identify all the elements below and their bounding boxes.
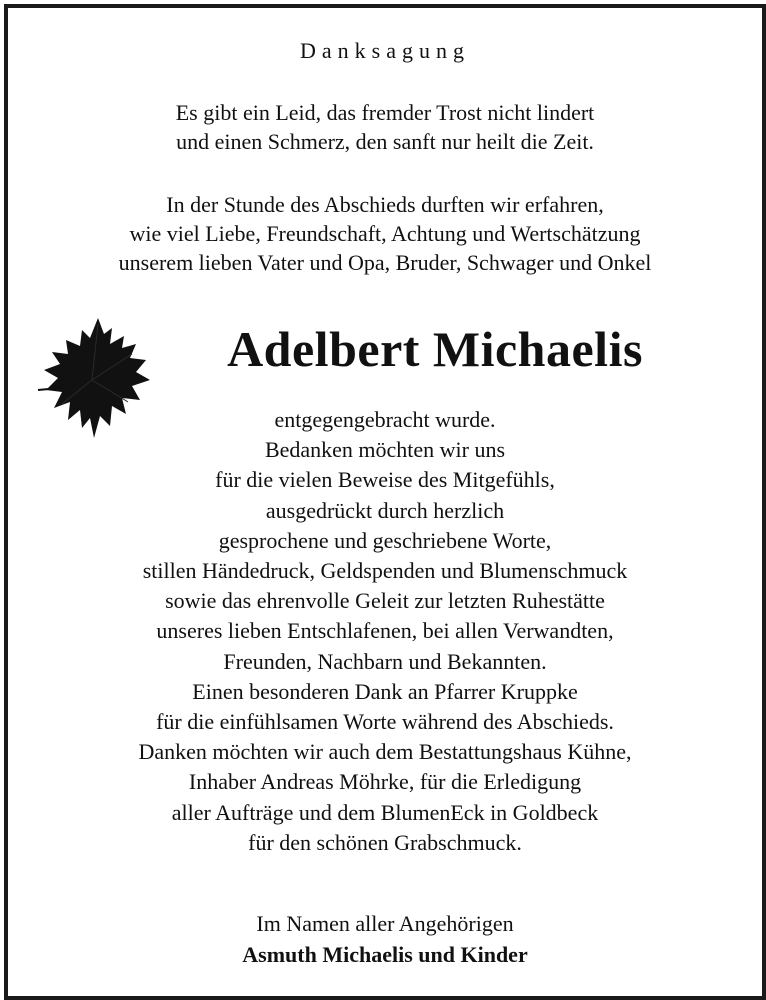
body-line: sowie das ehrenvolle Geleit zur letzten Ruhestätte: [165, 588, 605, 614]
notice-heading: Danksagung: [300, 38, 470, 63]
deceased-name: Adelbert Michaelis: [227, 321, 643, 377]
verse-line: In der Stunde des Abschieds durften wir erfahren,: [166, 192, 604, 217]
body-line: Bedanken möchten wir uns: [264, 437, 506, 463]
verse-1: [8, 98, 762, 156]
verse-line: unserem lieben Vater und Opa, Bruder, Schwager und Onkel: [118, 250, 652, 275]
body-line: für die einfühlsamen Worte während des Abschieds.: [156, 709, 614, 735]
body-line: Inhaber Andreas Möhrke, für die Erledigung: [188, 769, 582, 795]
signature-block: [8, 908, 762, 970]
verse-line: wie viel Liebe, Freundschaft, Achtung und Wertschätzung: [129, 221, 641, 246]
signature-line: Asmuth Michaelis und Kinder: [242, 942, 528, 967]
body-line: Freunden, Nachbarn und Bekannten.: [223, 648, 547, 674]
body-line: aller Aufträge und dem BlumenEck in Goldbeck: [171, 799, 599, 825]
body-line: ausgedrückt durch herzlich: [265, 497, 505, 523]
closing-line: Im Namen aller Angehörigen: [256, 911, 514, 936]
verse-2: [8, 190, 762, 277]
body-line: entgegengebracht wurde.: [274, 407, 496, 432]
body-line: Danken möchten wir auch dem Bestattungshaus Kühne,: [138, 739, 632, 765]
body-line: für die vielen Beweise des Mitgefühls,: [215, 467, 555, 493]
thanks-body: [8, 405, 762, 858]
body-line: unseres lieben Entschlafenen, bei allen Verwandten,: [156, 618, 614, 644]
body-line: Einen besonderen Dank an Pfarrer Kruppke: [192, 678, 578, 704]
verse-line: und einen Schmerz, den sanft nur heilt die Zeit.: [176, 129, 594, 154]
verse-line: Es gibt ein Leid, das fremder Trost nicht lindert: [175, 100, 595, 125]
body-line: für den schönen Grabschmuck.: [248, 829, 522, 855]
obituary-notice: [4, 4, 766, 1000]
body-line: stillen Händedruck, Geldspenden und Blumenschmuck: [142, 558, 628, 584]
body-line: gesprochene und geschriebene Worte,: [218, 527, 552, 553]
